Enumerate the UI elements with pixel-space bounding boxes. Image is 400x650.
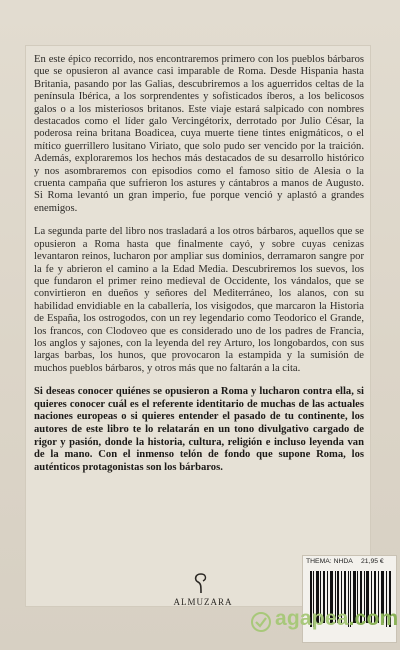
blurb-bold: Si deseas conocer quiénes se opusieron a Roma y lucharon contra ella, si quieres conocer cuál es el referente identitario de muchas de las actuales naciones europeas o si quieres entender el pasado de tu continente, los autores de este libro te lo relatarán en un tono divulgativo cargado de rigor y pasión, donde la historia, cultura, religión e incluso leyenda van de la mano. Con el inmenso telón de fondo que supone Roma, los auténticos protagonistas son los bárbaros.	[34, 386, 364, 473]
thema-code: THEMA: NHDA	[306, 558, 353, 565]
synopsis-paragraph-2: La segunda parte del libro nos trasladará a los otros bárbaros, aquellos que se opusieron a Roma hasta que finalmente cayó, y sobre cuyas cenizas levantaron reinos, lucharon por ampliar sus dominios, derramaron sangre por la fe y abrieron el camino a la Edad Media. Descubriremos los suevos, los que fundaron el primer reino medieval de Occidente, los vándalos, que se convirtieron en dueños y señores del Mediterráneo, los alanos, con su habilidad envidiable en la caballería, los visigodos, que marcaron la Historia de España, los ostrogodos, con un rey legendario como Teodorico el Grande, los francos, con Clodoveo que es considerado uno de los padres de Francia, los anglos y sajones, con la leyenda del rey Arturo, los longobardos, con sus largas barbas, los hunos, que provocaron la estampida y la sumisión de muchos pueblos bárbaros, y otros más que no faltarán a la cita.	[34, 226, 364, 374]
agapea-watermark	[275, 607, 398, 631]
back-cover-text	[34, 54, 364, 485]
price: 21,95 €	[361, 558, 384, 565]
publisher-name: ALMUZARA	[173, 597, 233, 607]
almuzara-logo-icon	[191, 572, 211, 594]
agapea-logo-icon	[250, 611, 272, 633]
synopsis-paragraph-1: En este épico recorrido, nos encontraremos primero con los pueblos bárbaros que se opusieron al avance casi imparable de Roma. Desde Hispania hasta Britania, pasando por las Galias, descubriremos a los aguerridos celtas de la península Ibérica, a los sorprendentes y sofisticados íberos, a los belicosos galos o a los misteriosos britanos. Este viaje estará salpicado con nombres destacados como el líder galo Vercingétorix, derrotado por Julio César, la poderosa reina britana Boadicea, cuya muerte tiene tintes enigmáticos, o el mítico guerrillero lusitano Viriato, que solo pudo ser vencido por la traición. Además, exploraremos los hechos más destacados de su desarrollo histórico y nos asombraremos con episodios como el famoso sitio de Alesia o la cruenta campaña que sufrieron los astures y cántabros a manos de Augusto. Si Roma levantó un gran imperio, fue porque venció y aplastó a grandes enemigos.	[34, 54, 364, 214]
watermark-brand: agapea	[275, 607, 349, 630]
watermark-suffix: .com	[348, 607, 399, 630]
